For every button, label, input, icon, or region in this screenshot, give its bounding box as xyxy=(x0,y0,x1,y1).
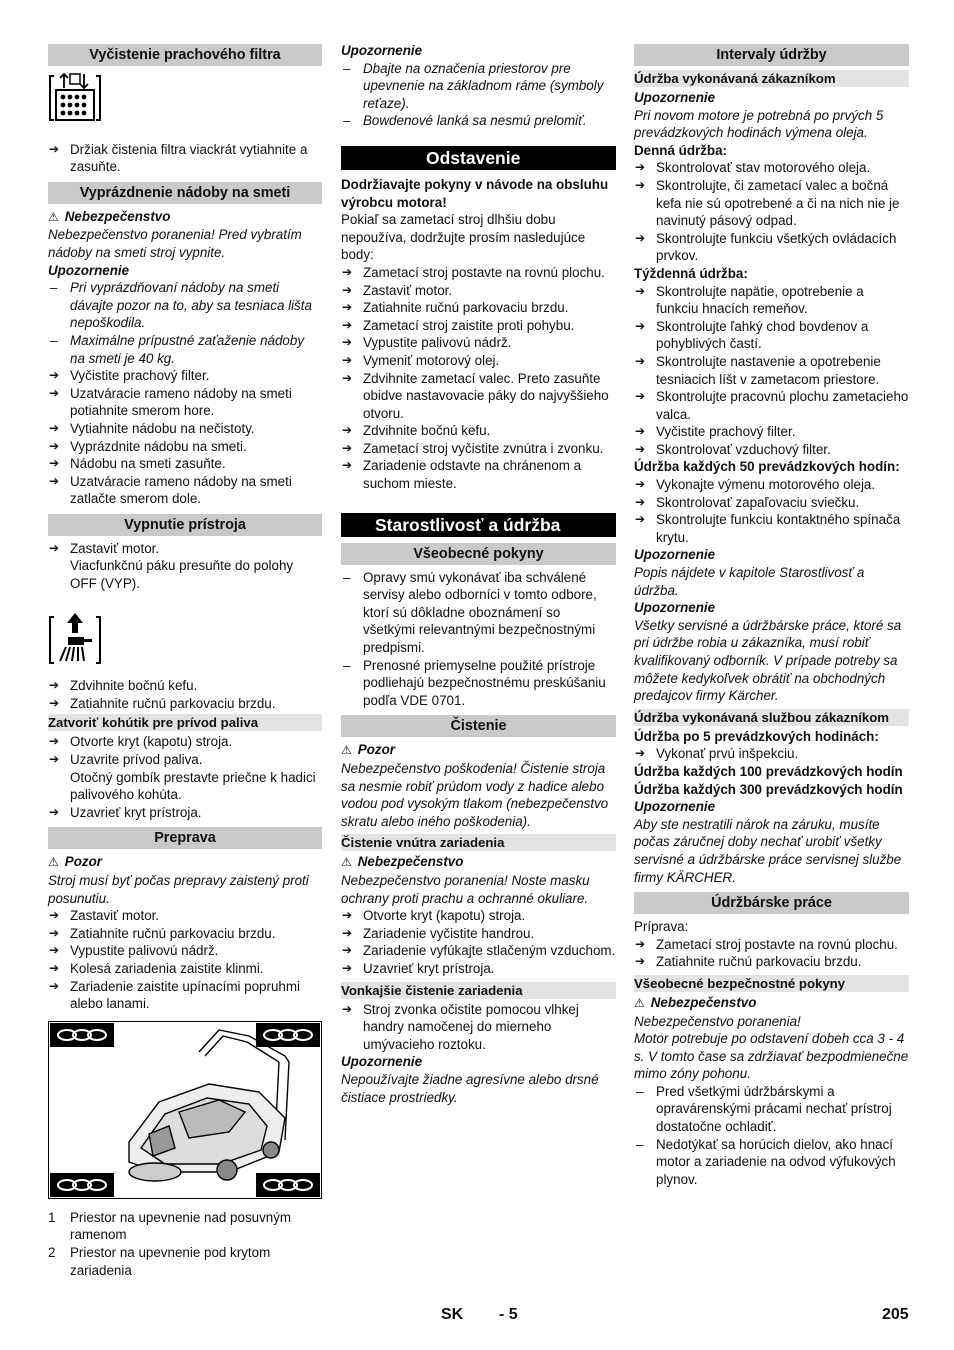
note-label: Upozornenie xyxy=(634,799,716,815)
step: ➔ Vykonajte výmenu motorového oleja. xyxy=(634,476,909,494)
warning-label: ⚠ Nebezpečenstvo xyxy=(48,208,171,224)
paragraph: Pokiaľ sa zametací stroj dlhšiu dobu nepoužíva, dodržujte prosím nasledujúce body: xyxy=(341,212,586,263)
note-label: Upozornenie xyxy=(634,600,716,616)
step: ➔ Zametací stroj vyčistite zvnútra i zvonku. xyxy=(341,440,616,458)
footer-language: SK xyxy=(441,1306,464,1323)
step: ➔ Zastaviť motor. xyxy=(341,282,616,300)
note-label: Upozornenie xyxy=(48,262,130,278)
step: ➔ Uzatváracie rameno nádoby na smeti zatlačte smerom dole. xyxy=(48,473,322,508)
warning-icon: ⚠ xyxy=(48,209,59,224)
heading-empty-bin: Vyprázdnenie nádoby na smeti xyxy=(48,182,322,204)
step: ➔ Zametací stroj postavte na rovnú plochu. xyxy=(341,264,616,282)
sweeper-figure xyxy=(48,1021,322,1199)
dash-item: – Maximálne prípustné zaťaženie nádoby na smeti je 40 kg. xyxy=(48,332,322,367)
step: ➔ Uzavrieť kryt prístroja. xyxy=(341,960,616,978)
note-label: Upozornenie xyxy=(341,1054,423,1070)
footer-section-page: - 5 xyxy=(499,1306,518,1323)
step: ➔ Skontrolujte nastavenie a opotrebenie tesniacich líšt v zametacom priestore. xyxy=(634,353,909,388)
step: ➔ Skontrolovať vzduchový filter. xyxy=(634,441,909,459)
step: ➔ Stroj zvonka očistite pomocou vlhkej handry namočenej do mierneho umývacieho roztoku. xyxy=(341,1001,616,1054)
step: ➔ Uzavrite prívod paliva. xyxy=(48,751,322,769)
column-3 xyxy=(634,44,909,1188)
warning-text: Nebezpečenstvo poranenia! xyxy=(634,1013,801,1029)
step: ➔ Kolesá zariadenia zaistite klinmi. xyxy=(48,960,322,978)
warning-label: ⚠ Nebezpečenstvo xyxy=(341,854,464,870)
step: ➔ Skontrolujte, či zametací valec a bočná kefa nie sú opotrebené a či na nich nie je navinutý pásový odpad. xyxy=(634,177,909,230)
step-detail: Viacfunkčnú páku presuňte do polohy OFF (VYP). xyxy=(70,558,294,592)
dash-item: – Dbajte na označenia priestorov pre upevnenie na základnom ráme (symboly reťaze). xyxy=(341,60,616,113)
heading-filter-cleaning: Vyčistenie prachového filtra xyxy=(48,44,322,66)
bold-instruction: Dodržiavajte pokyny v návode na obsluhu výrobcu motora! xyxy=(341,176,609,210)
step: ➔ Uzavrieť kryt prístroja. xyxy=(48,804,322,822)
step: ➔ Zatiahnite ručnú parkovaciu brzdu. xyxy=(341,299,616,317)
warning-label: ⚠ Nebezpečenstvo xyxy=(634,994,757,1010)
note-text: Nepoužívajte žiadne agresívne alebo drsné čistiace prostriedky. xyxy=(341,1071,599,1105)
step: ➔ Zatiahnite ručnú parkovaciu brzdu. xyxy=(48,695,322,713)
dash-item: – Pri vyprázdňovaní nádoby na smeti dávajte pozor na to, aby sa tesniaca lišta nepoškodila. xyxy=(48,279,322,332)
heading-switch-off: Vypnutie prístroja xyxy=(48,514,322,536)
dash-item: – Nedotýkať sa horúcich dielov, ako hnací motor a zariadenie na odvod výfukových plynov. xyxy=(634,1136,909,1189)
heading-maintenance-intervals: Intervaly údržby xyxy=(634,44,909,66)
warning-label: ⚠ Pozor xyxy=(48,854,102,870)
step: ➔ Zatiahnite ručnú parkovaciu brzdu. xyxy=(48,925,322,943)
note-text: Pri novom motore je potrebná po prvých 5 prevádzkových hodinách výmena oleja. xyxy=(634,107,884,141)
heading-close-fuel-valve: Zatvoriť kohútik pre prívod paliva xyxy=(48,714,322,731)
step: ➔ Skontrolujte pracovnú plochu zametacieho valca. xyxy=(634,388,909,423)
step: ➔ Otvorte kryt (kapotu) stroja. xyxy=(341,907,616,925)
legend-item: 1 Priestor na upevnenie nad posuvným ramenom xyxy=(48,1209,292,1243)
filter-cleaning-icon xyxy=(48,70,322,131)
heading-outer-cleaning: Vonkajšie čistenie zariadenia xyxy=(341,982,616,999)
footer-page-number: 205 xyxy=(882,1306,909,1323)
step-detail: Otočný gombík prestavte priečne k hadici palivového kohúta. xyxy=(70,769,316,803)
step: ➔ Skontrolujte funkciu kontaktného spínača krytu. xyxy=(634,511,909,546)
step: ➔ Vyčistite prachový filter. xyxy=(48,367,322,385)
step: ➔ Skontrolujte napätie, opotrebenie a funkciu hnacích remeňov. xyxy=(634,283,909,318)
heading-cleaning: Čistenie xyxy=(341,715,616,737)
step: ➔ Vypustite palivovú nádrž. xyxy=(341,334,616,352)
legend-item: 2 Priestor na upevnenie pod krytom zariadenia xyxy=(48,1244,271,1278)
subheading: Údržba každých 50 prevádzkových hodín: xyxy=(634,459,900,475)
heading-service-maintenance: Údržba vykonávaná službou zákazníkom xyxy=(634,709,909,726)
note-label: Upozornenie xyxy=(634,547,716,563)
heading-inner-cleaning: Čistenie vnútra zariadenia xyxy=(341,834,616,851)
step: ➔ Zastaviť motor. xyxy=(48,540,322,558)
step: ➔ Skontrolujte funkciu všetkých ovládacích prvkov. xyxy=(634,230,909,265)
column-1 xyxy=(48,44,322,1279)
note-label: Upozornenie xyxy=(341,43,423,58)
step: ➔ Zametací stroj postavte na rovnú plochu. xyxy=(634,936,909,954)
note-text: Všetky servisné a údržbárske práce, ktoré sa pri údržbe robia u zákazníka, musí robiť kvalifikovaný odborník. V prípade potreby sa môžete kedykoľvek obrátiť na obchodných predajcov firmy Kärcher. xyxy=(634,617,902,704)
step: ➔ Zariadenie odstavte na chránenom a suchom mieste. xyxy=(341,457,616,492)
side-brush-lift-icon xyxy=(48,609,322,672)
subheading: Údržba každých 100 prevádzkových hodín xyxy=(634,763,903,779)
step: ➔ Skontrolovať stav motorového oleja. xyxy=(634,159,909,177)
step: ➔ Zdvihnite zametací valec. Preto zasuňte obidve nastavovacie páky do najvyššieho otvoru. xyxy=(341,370,616,423)
note-label: Upozornenie xyxy=(634,90,716,105)
step: ➔ Zariadenie vyfúkajte stlačeným vzduchom. xyxy=(341,942,616,960)
heading-maintenance-work: Údržbárske práce xyxy=(634,892,909,914)
subheading: Údržba každých 300 prevádzkových hodín xyxy=(634,781,903,797)
dash-item: – Bowdenové lanká sa nesmú prelomiť. xyxy=(341,112,616,130)
step: ➔ Zdvihnite bočnú kefu. xyxy=(48,677,322,695)
heading-customer-maintenance: Údržba vykonávaná zákazníkom xyxy=(634,70,909,87)
dash-item: – Pred všetkými údržbárskymi a opravárenskými prácami nechať prístroj dostatočne ochladiť. xyxy=(634,1083,909,1136)
warning-icon: ⚠ xyxy=(48,855,59,870)
subheading: Týždenná údržba: xyxy=(634,265,748,281)
warning-label: ⚠ Pozor xyxy=(341,742,395,758)
step: ➔ Zariadenie zaistite upínacími popruhmi alebo lanami. xyxy=(48,978,322,1013)
step: ➔ Vykonať prvú inšpekciu. xyxy=(634,745,909,763)
step: ➔ Zastaviť motor. xyxy=(48,907,322,925)
heading-general-safety: Všeobecné bezpečnostné pokyny xyxy=(634,975,909,992)
paragraph: Príprava: xyxy=(634,919,689,935)
step: ➔ Nádobu na smeti zasuňte. xyxy=(48,455,322,473)
step: ➔ Vyčistite prachový filter. xyxy=(634,423,909,441)
column-2 xyxy=(341,42,616,1106)
warning-text: Nebezpečenstvo poranenia! Pred vybratím nádoby na smeti stroj vypnite. xyxy=(48,227,302,260)
warning-text: Nebezpečenstvo poranenia! Noste masku ochrany proti prachu a ochranné okuliare. xyxy=(341,872,590,906)
step: ➔ Uzatváracie rameno nádoby na smeti potiahnite smerom hore. xyxy=(48,385,322,420)
step: ➔ Zametací stroj zaistite proti pohybu. xyxy=(341,317,616,335)
step: ➔ Držiak čistenia filtra viackrát vytiahnite a zasuňte. xyxy=(48,141,322,176)
warning-icon: ⚠ xyxy=(341,855,352,870)
step: ➔ Skontrolovať zapaľovaciu sviečku. xyxy=(634,494,909,512)
step: ➔ Vyprázdnite nádobu na smeti. xyxy=(48,438,322,456)
step: ➔ Otvorte kryt (kapotu) stroja. xyxy=(48,733,322,751)
heading-general-notes: Všeobecné pokyny xyxy=(341,543,616,565)
subheading: Denná údržba: xyxy=(634,142,727,158)
warning-icon: ⚠ xyxy=(634,995,645,1010)
chapter-decommissioning: Odstavenie xyxy=(341,146,616,170)
warning-text: Stroj musí byť počas prepravy zaistený proti posunutiu. xyxy=(48,873,309,906)
subheading: Údržba po 5 prevádzkových hodinách: xyxy=(634,728,879,744)
step: ➔ Zatiahnite ručnú parkovaciu brzdu. xyxy=(634,953,909,971)
heading-transport: Preprava xyxy=(48,827,322,849)
warning-icon: ⚠ xyxy=(341,743,352,758)
step: ➔ Zdvihnite bočnú kefu. xyxy=(341,422,616,440)
step: ➔ Zariadenie vyčistite handrou. xyxy=(341,925,616,943)
warning-text: Motor potrebuje po odstavení dobeh cca 3 - 4 s. V tomto čase sa zdržiavať bezpodmienečne mimo zóny pohonu. xyxy=(634,1031,909,1082)
warning-text: Nebezpečenstvo poškodenia! Čistenie stroja sa nesmie robiť prúdom vody z hadice alebo vodou pod vysokým tlakom (nebezpečenstvo skratu alebo iného poškodenia). xyxy=(341,761,609,829)
dash-item: – Prenosné priemyselne použité prístroje podliehajú bezpečnostnému preskúšaniu podľa VDE 0701. xyxy=(341,657,616,710)
step: ➔ Vypustite palivovú nádrž. xyxy=(48,942,322,960)
step: ➔ Skontrolujte ľahký chod bovdenov a pohyblivých častí. xyxy=(634,318,909,353)
note-text: Popis nájdete v kapitole Starostlivosť a údržba. xyxy=(634,565,865,598)
step: ➔ Vymeniť motorový olej. xyxy=(341,352,616,370)
chapter-care-maintenance: Starostlivosť a údržba xyxy=(341,513,616,537)
step: ➔ Vytiahnite nádobu na nečistoty. xyxy=(48,420,322,438)
note-text: Aby ste nestratili nárok na záruku, musíte počas záručnej doby nechať urobiť všetky servisné a údržbárske práce servisnej službe firmy KÄRCHER. xyxy=(634,816,902,885)
dash-item: – Opravy smú vykonávať iba schválené servisy alebo odborníci v tomto odbore, ktorí sú dôkladne oboznámení so všetkými relevantnými bezpečnostnými predpismi. xyxy=(341,569,616,657)
